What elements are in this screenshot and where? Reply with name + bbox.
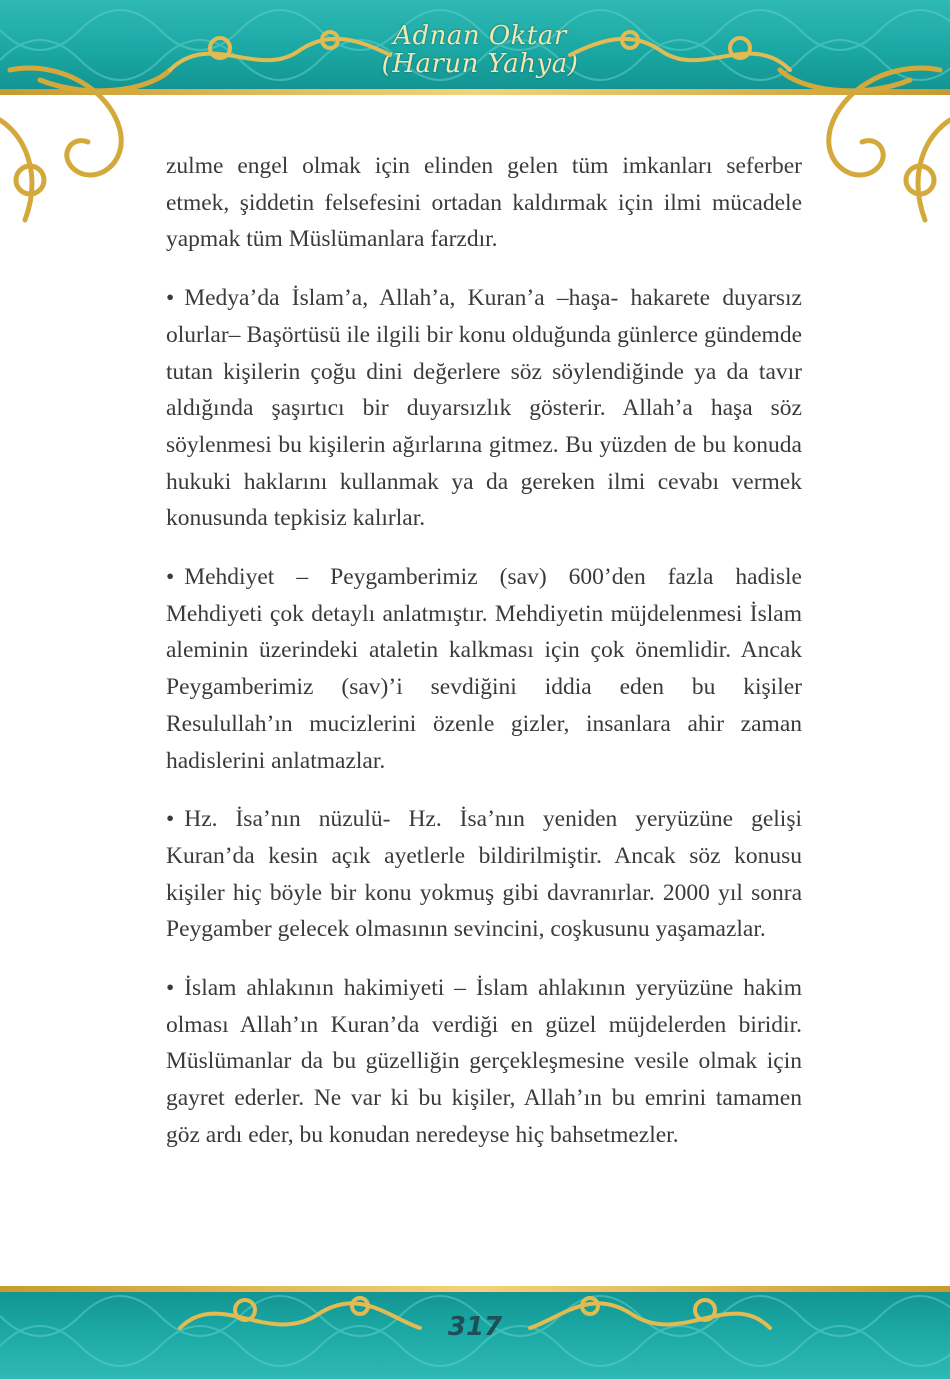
header-ornament-left (160, 10, 400, 90)
bullet-text-jesus: Hz. İsa’nın nüzulü- Hz. İsa’nın yeniden yeryüzüne gelişi Kuran’da kesin açık ayetlerle bildirilmiştir. Ancak söz konusu kişiler hiç böyle bir konu yokmuş gibi davranırlar. 2000 yıl sonra Peygamber gelecek olmasının sevincini, coşkusunu yaşamazlar. (166, 806, 802, 943)
author-title (380, 22, 580, 78)
page-number: 317 (447, 1312, 503, 1342)
footer-ornament-left (170, 1278, 430, 1358)
bullet-mark: • (166, 975, 175, 1002)
author-name: Adnan Oktar (393, 21, 567, 51)
header-ornament-right (560, 10, 800, 90)
bullet-mark: • (166, 564, 175, 591)
corner-ornament-top-left (0, 60, 180, 230)
footer-ornament-right (520, 1278, 780, 1358)
bullet-mark: • (166, 806, 175, 833)
author-pen-name: (Harun Yahya) (381, 49, 579, 79)
bullet-text-morality: İslam ahlakının hakimiyeti – İslam ahlakının yeryüzüne hakim olması Allah’ın Kuran’da verdiği en güzel müjdelerden biridir. Müslümanlar da bu güzelliğin gerçekleşmesine vesile olmak için gayret ederler. Ne var ki bu kişiler, Allah’ın bu emrini tamamen göz ardı eder, bu konudan neredeyse hiç bahsetmezler. (166, 975, 802, 1148)
bullet-paragraph (166, 801, 802, 948)
bullet-paragraph (166, 559, 802, 779)
bullet-paragraph (166, 280, 802, 537)
intro-paragraph: zulme engel olmak için elinden gelen tüm imkanları seferber etmek, şiddetin felsefesini ortadan kaldırmak için ilmi mücadele yapmak tüm Müslümanlara farzdır. (166, 153, 802, 253)
bullet-paragraph (166, 970, 802, 1154)
bullet-mark: • (166, 285, 175, 312)
bullet-text-mahdi: Mehdiyet – Peygamberimiz (sav) 600’den fazla hadisle Mehdiyeti çok detaylı anlatmıştır. Mehdiyetin müjdelenmesi İslam aleminin üzerindeki ataletin kalkması için çok önemlidir. Ancak Peygamberimiz (sav)’i sevdiğini iddia eden bu kişiler Resulullah’ın mucizlerini özenle gizler, insanlara ahir zaman hadislerini anlatmazlar. (166, 564, 802, 774)
bullet-text-media: Medya’da İslam’a, Allah’a, Kuran’a –haşa- hakarete duyarsız olurlar– Başörtüsü ile ilgili bir konu olduğunda günlerce gündemde tutan kişilerin çoğu dini değerlere söz söylendiğinde ya da tavır aldığında şaşırtıcı bir duyarsızlık gösterir. Allah’a haşa söz söylenmesi bu kişilerin ağırlarına gitmez. Bu yüzden de bu konuda hukuki haklarını kullanmak ya da gereken ilmi cevabı vermek konusunda tepkisiz kalırlar. (166, 285, 802, 532)
page-body (166, 148, 802, 1176)
